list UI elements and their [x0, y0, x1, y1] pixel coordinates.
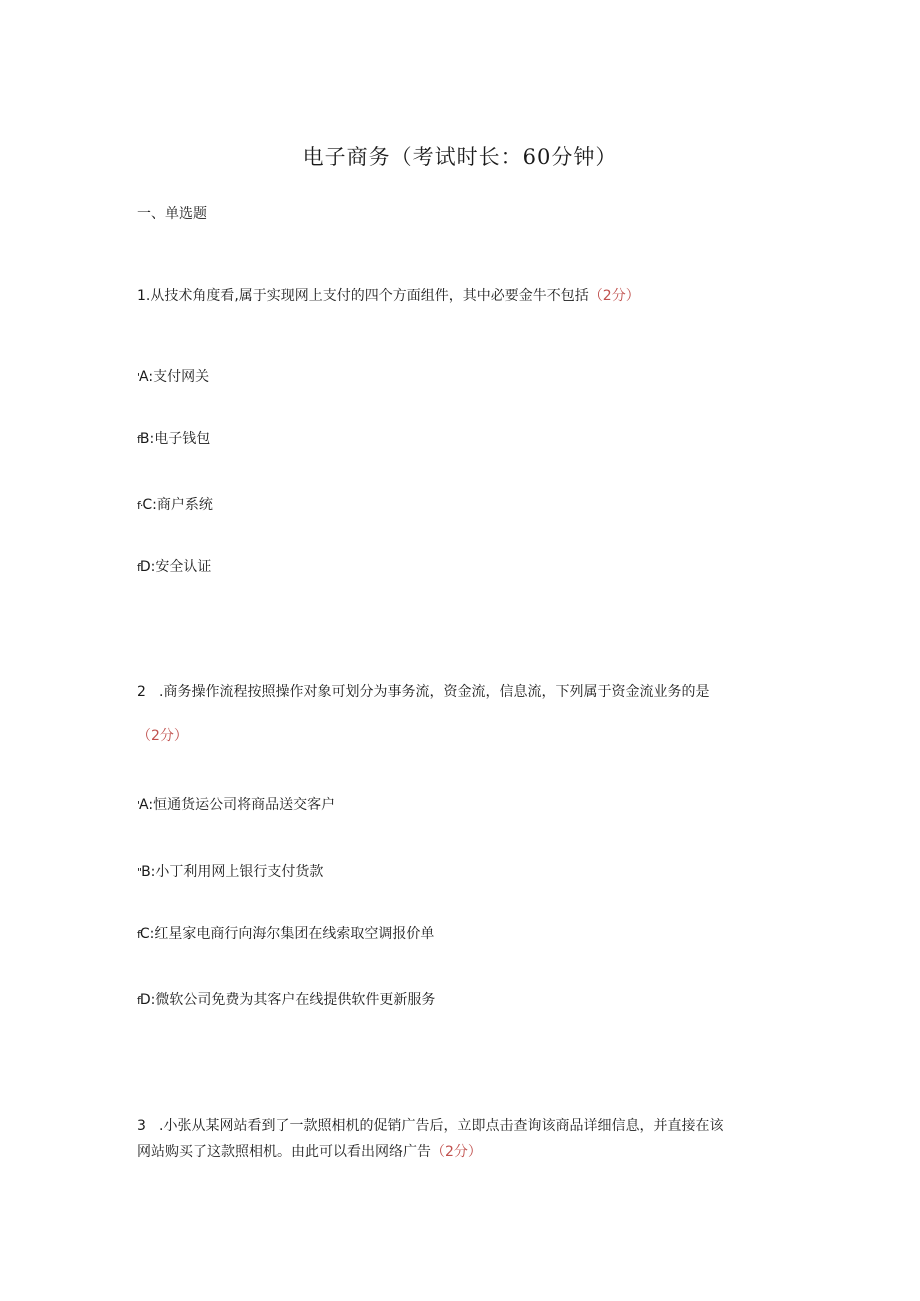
question-3-text: .小张从某网站看到了一款照相机的促销广告后，立即点击查询该商品详细信息，并直接在该: [159, 1118, 724, 1134]
question-2-score-line: [137, 726, 188, 746]
question-3-stem-continued: [137, 1142, 482, 1162]
option-text: D:微软公司免费为其客户在线提供软件更新服务: [139, 992, 436, 1008]
question-1-option-c[interactable]: [137, 495, 213, 516]
option-marker: f: [137, 433, 140, 446]
question-2-option-c[interactable]: [137, 924, 434, 945]
option-text: A:支付网关: [139, 369, 210, 385]
option-marker: ': [137, 799, 140, 812]
question-1-option-b[interactable]: [137, 429, 210, 450]
page-title: 电子商务（考试时长：60分钟）: [302, 145, 618, 169]
question-2-score: （2分）: [137, 728, 188, 744]
option-marker: f: [137, 928, 140, 941]
option-text: C:商户系统: [142, 497, 213, 513]
question-2-option-d[interactable]: [137, 990, 435, 1011]
question-3-text-2: 网站购买了这款照相机。由此可以看出网络广告: [137, 1144, 431, 1160]
question-2-option-b[interactable]: [137, 862, 323, 883]
question-1-option-d[interactable]: [137, 557, 211, 578]
option-marker: f·: [137, 499, 143, 512]
option-marker: f: [137, 994, 140, 1007]
option-text: B:小丁利用网上银行支付货款: [141, 864, 324, 880]
section-heading: 一、单选题: [137, 206, 207, 222]
option-text: D:安全认证: [139, 559, 212, 575]
question-2-number: 2: [137, 684, 146, 700]
option-marker: f: [137, 561, 140, 574]
option-marker: ": [137, 866, 142, 879]
option-marker: ': [137, 371, 140, 384]
question-1-text: 1.从技术角度看,属于实现网上支付的四个方面组件，其中必要金牛不包括: [137, 288, 589, 304]
question-1-option-a[interactable]: [137, 367, 209, 388]
option-text: A:恒通货运公司将商品送交客户: [139, 797, 336, 813]
option-text: B:电子钱包: [139, 431, 211, 447]
question-1-score: （2分）: [588, 288, 640, 304]
question-3-number: 3: [137, 1118, 146, 1134]
question-2-text: .商务操作流程按照操作对象可划分为事务流，资金流，信息流，下列属于资金流业务的是: [159, 684, 710, 700]
question-3-score: （2分）: [431, 1144, 482, 1160]
question-2-option-a[interactable]: [137, 795, 335, 816]
question-3-stem: [137, 1116, 723, 1136]
question-2-stem: [137, 682, 709, 702]
question-1-stem: [137, 286, 640, 306]
option-text: C:红星家电商行向海尔集团在线索取空调报价单: [139, 926, 435, 942]
